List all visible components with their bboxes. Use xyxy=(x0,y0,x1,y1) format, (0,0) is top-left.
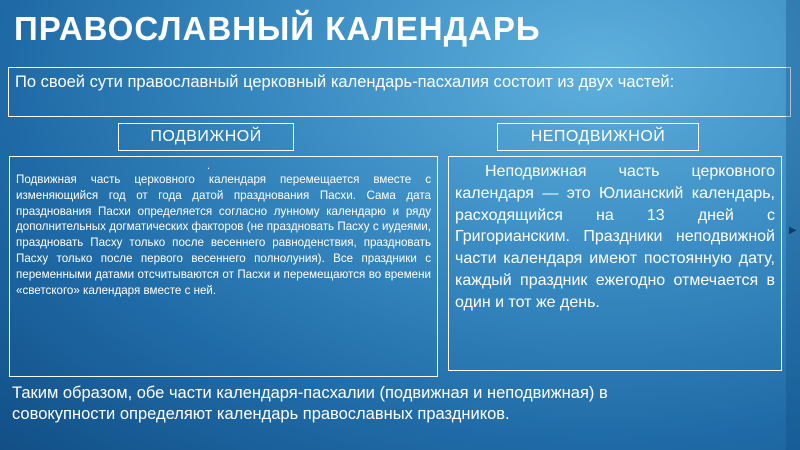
movable-part-text: Подвижная часть церковного календаря перемещается вместе с изменяющийся год от года датой празднования Пасхи. Сама дата празднования Пасхи определяется согласно лунному календарю и ряду дополнительных догматических факторов (не праздновать Пасху с иудеями, праздновать Пасху только после весеннего равноденствия, праздновать Пасху только после первого весеннего полнолуния). Все праздники с переменными датами отсчитываются от Пасхи и перемещаются во времени «светского» календаря вместе с ней. xyxy=(16,173,431,297)
intro-text-box: По своей сути православный церковный календарь-пасхалия состоит из двух частей: xyxy=(8,67,791,117)
movable-label: ПОДВИЖНОЙ xyxy=(150,128,262,145)
fixed-label-box xyxy=(497,123,699,151)
fixed-part-box xyxy=(448,156,782,371)
movable-part-box xyxy=(9,156,438,377)
movable-label-box xyxy=(118,123,294,151)
triangle-right-icon[interactable]: ▶ xyxy=(789,225,797,236)
slide-title: ПРАВОСЛАВНЫЙ КАЛЕНДАРЬ xyxy=(14,10,541,47)
bullet-dot: . xyxy=(206,159,211,172)
fixed-part-text: Неподвижная часть церковного календаря — это Юлианский календарь, расходящийся на 13 дней с Григорианским. Праздники неподвижной части календаря имеют постоянную дату, каждый праздник ежегодно отмечается в один и тот же день. xyxy=(455,163,775,311)
conclusion-text: Таким образом, обе части календаря-пасхалии (подвижная и неподвижная) в совокупности определяют календарь православных праздников. xyxy=(12,384,608,423)
fixed-label: НЕПОДВИЖНОЙ xyxy=(530,128,666,145)
